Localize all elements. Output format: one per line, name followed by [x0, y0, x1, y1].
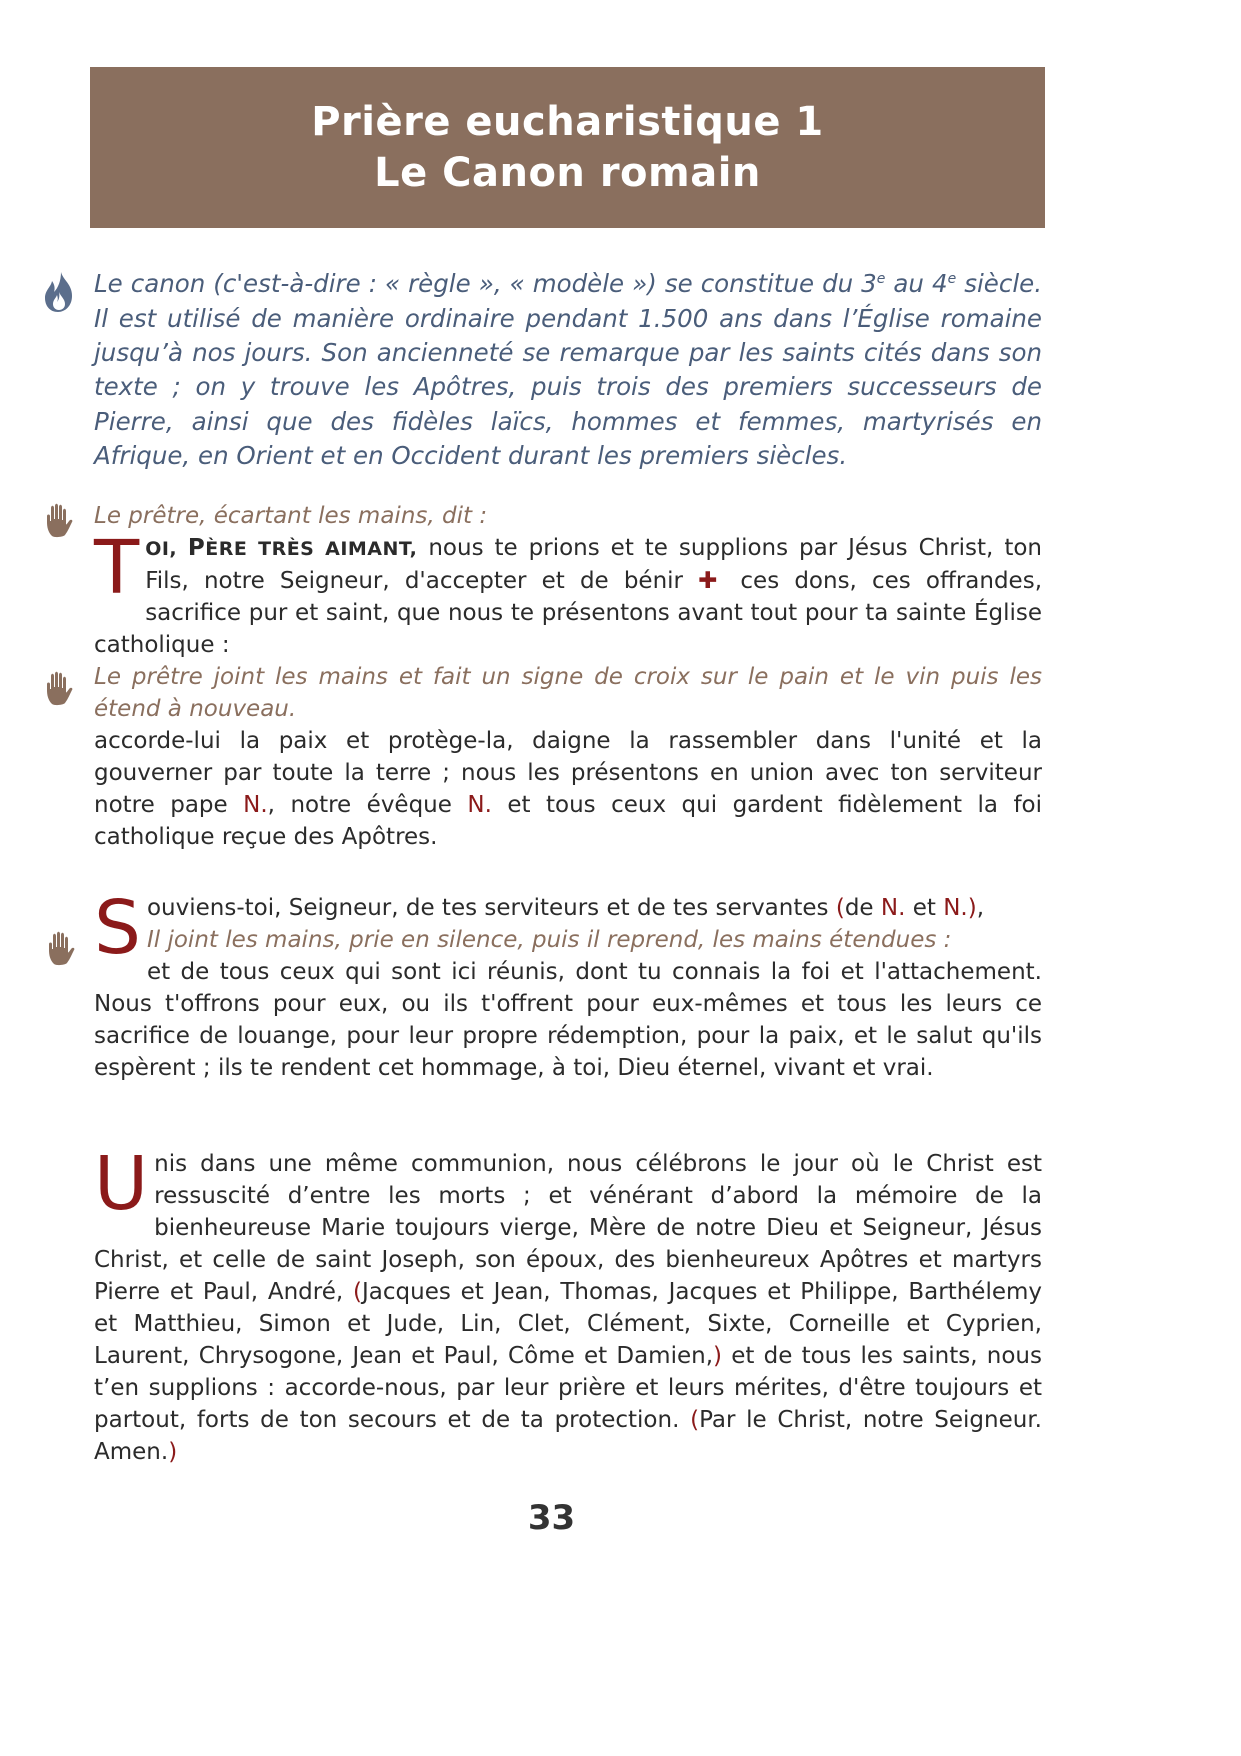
dropcap: T [94, 525, 140, 611]
hand-icon [44, 502, 74, 538]
rubric: Le prêtre joint les mains et fait un signe de croix sur le pain et le vin puis les étend à nouveau. [94, 664, 1042, 722]
page-number: 33 [527, 1498, 576, 1538]
prayer-paragraph: TOI, PÈRE TRÈS AIMANT, nous te prions et te supplions par Jésus Christ, ton Fils, notre Seigneur, d'accepter et de bénir ✚ ces dons, ces offrandes, sacrifice pur et saint, que nous te présentons avant tout pour ta sainte Église catholique : [94, 525, 1043, 658]
hand-icon [46, 930, 76, 966]
cross-icon: ✚ [698, 568, 726, 594]
title-banner [90, 67, 1045, 228]
prayer-paragraph: Souviens-toi, Seigneur, de tes serviteurs et de tes servantes (de N. et N.), Il joint les mains, prie en silence, puis il reprend, les mains étendues : et de tous ceux qui sont ici réunis, dont tu connais la foi et l'attachement. Nous t'offrons pour eux, ou ils t'offrent pour eux-mêmes et tous les leurs ce sacrifice de louange, pour leur propre rédemption, pour la paix, et le salut qu'ils espèrent ; ils te rendent cet hommage, à toi, Dieu éternel, vivant et vrai. [94, 885, 1042, 1081]
prayer-paragraph: accorde-lui la paix et protège-la, daigne la rassembler dans l'unité et la gouverner par toute la terre ; nous les présentons en union avec ton serviteur notre pape N., notre évêque N. et tous ceux qui gardent fidèlement la foi catholique reçue des Apôtres. [94, 728, 1042, 850]
section-souviens-toi [94, 885, 1042, 1084]
section-unis [94, 1141, 1042, 1468]
intro-block [94, 262, 1042, 474]
dropcap: S [94, 885, 141, 971]
rubric: Il joint les mains, prie en silence, puis il reprend, les mains étendues : [146, 927, 952, 953]
flame-icon [42, 270, 76, 314]
dropcap: U [94, 1141, 149, 1227]
title-line-2: Le Canon romain [374, 149, 761, 196]
section-toi-pere [94, 500, 1042, 853]
intro-text: Le canon (c'est-à-dire : « règle », « modèle ») se constitue du 3e au 4e siècle. Il est utilisé de manière ordinaire pendant 1.500 ans dans l’Église romaine jusqu’à nos jours. Son ancienneté se remarque par les saints cités dans son texte ; on y trouve les Apôtres, puis trois des premiers successeurs de Pierre, ainsi que des fidèles laïcs, hommes et femmes, martyrisés en Afrique, en Orient et en Occident durant les premiers siècles. [94, 269, 1042, 471]
rubric: Le prêtre, écartant les mains, dit : [94, 503, 488, 529]
hand-icon [44, 670, 74, 706]
prayer-paragraph: Unis dans une même communion, nous célébrons le jour où le Christ est ressuscité d’entre les morts ; et vénérant d’abord la mémoire de la bienheureuse Marie toujours vierge, Mère de notre Dieu et Seigneur, Jésus Christ, et celle de saint Joseph, son époux, des bienheureux Apôtres et martyrs Pierre et Paul, André, (Jacques et Jean, Thomas, Jacques et Philippe, Barthélemy et Matthieu, Simon et Jude, Lin, Clet, Clément, Sixte, Corneille et Cyprien, Laurent, Chrysogone, Jean et Paul, Côme et Damien,) et de tous les saints, nous t’en supplions : accorde-nous, par leur prière et leurs mérites, d'être toujours et partout, forts de ton secours et de ta protection. (Par le Christ, notre Seigneur. Amen.) [94, 1141, 1042, 1465]
title-line-1: Prière eucharistique 1 [311, 98, 824, 145]
smallcaps-opening: OI, PÈRE TRÈS AIMANT, [145, 535, 418, 561]
